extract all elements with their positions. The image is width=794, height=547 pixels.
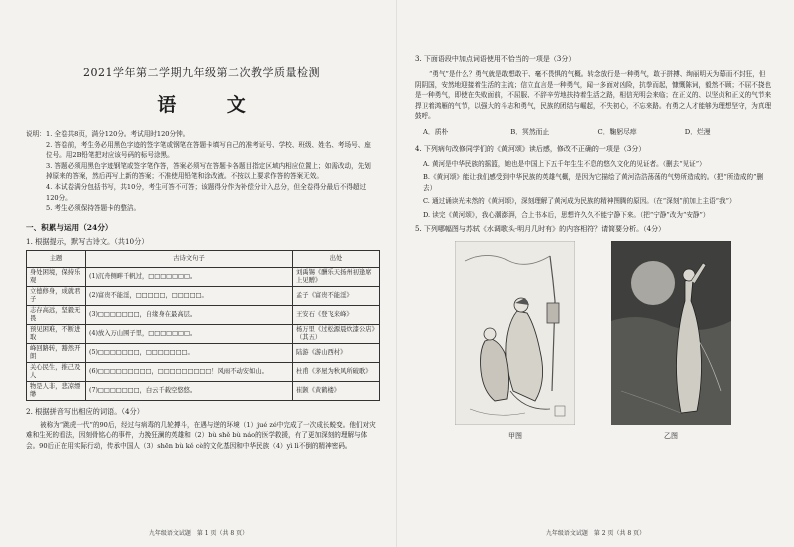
table-row [27, 381, 380, 400]
table-row [27, 343, 380, 362]
source-cell: 孟子《富贵不能淫》 [293, 286, 380, 305]
source-cell: 杜甫《茅屋为秋风所破歌》 [293, 362, 380, 381]
instruction-item: 2. 答卷前，考生务必用黑色字迹的签字笔或钢笔在答题卡填写自己的准考证号、学校、班级、姓名、考场号、座位号。用2B铅笔把对应该号码的标号涂黑。 [46, 140, 371, 160]
theme-cell: 预见困难，不断进取 [27, 324, 86, 343]
line-cell: (2)富贵不能淫，□□□□□，□□□□□。 [86, 286, 293, 305]
option-d: D．烂漫 [684, 127, 711, 136]
question-3-options [423, 126, 772, 136]
question-2-prompt: 2. 根据拼音写出相应的词语。（4分） [26, 406, 144, 416]
option-c: C. 通过诵读光未然的《黄河颂》，深刻理解了黄河成为民族的精神图腾的原因。（在“深刻”前加上主语“我”） [423, 197, 736, 206]
table-row [27, 267, 380, 286]
table-row [27, 324, 380, 343]
exam-instructions [26, 129, 377, 214]
table-row [27, 362, 380, 381]
line-cell: (7)□□□□□□□，白云千载空悠悠。 [86, 381, 293, 400]
table-header-source: 出处 [293, 250, 380, 267]
figure-b-caption: 乙图 [664, 432, 678, 440]
option-c: C．鞠躬尽瘁 [597, 127, 637, 136]
page-footer: 九年级语文试题 第 1 页（共 8 页） [148, 530, 249, 537]
source-cell: 刘禹锡《酬乐天扬州初逢席上见赠》 [293, 267, 380, 286]
source-cell: 陆游《游山西村》 [293, 343, 380, 362]
question-3-prompt: 3. 下面语段中加点词语使用不恰当的一项是（3分） [415, 55, 576, 63]
question-3-passage: “勇气”是什么？勇气就是敢想敢干、毫不畏惧的气概。转念放行是一种勇气，敢于拼搏、绚丽明天为幕而不封狂，但阴阴国，安然地迎接着生活的主流；信立直言是一种勇气，闻一多面对凶险，抗拳而起，慷慨陈词，毅然不顾；不屈不挠也是一种勇气，即使在失败面前，不屈服、不辞辛劳地扶持着生活之路，相信光明会来临；在正义的、以坚贞和正义的气节来捍卫着鸿雁的气节，以强大的斗志和勇气，民族的团结与崛起，不失初心，不忘来路。有勇之人才能够为理想坚守，为真理鼓呼。 [415, 70, 772, 121]
question-1-prompt: 1. 根据提示，默写古诗文。（共10分） [26, 236, 149, 246]
theme-cell: 身处困境，保持乐观 [27, 267, 86, 286]
option-a: A. 黄河是中华民族的摇篮，她也是中国上下五千年生生不息的悠久文化的见证者。（删去“见证”） [423, 159, 706, 168]
source-cell: 王安石《登飞来峰》 [293, 305, 380, 324]
figure-b-illustration [611, 241, 731, 425]
question-5-prompt: 5. 下列哪幅图与苏轼《水调歌头·明月几时有》的内容相符？请简要分析。（4分） [415, 225, 666, 233]
line-cell: (6)□□□□□□□□□，□□□□□□□□□！风雨不动安如山。 [86, 362, 293, 381]
section-heading: 一、积累与运用（24分） [26, 222, 113, 232]
theme-cell: 关心民生，推己及人 [27, 362, 86, 381]
question-2-passage: 被称为“跳虎一代”的90后，经过与病毒的几轮搏斗，在遇与逆的环境（1）jué zé中完成了一次成长蜕变。他们对灾难和生死的看法，因刻骨铭心的事件，力挽狂澜的英雄和（2）bù shě bù náo的医学救援，有了更加深刻的理解与体会。90后正在用实际行动，传承中国人（3）shēn bù kě cè的文化基因和中华民族（4）yì lì不倒的精神密码。 [26, 420, 376, 450]
option-d: D. 读完《黄河颂》，我心潮澎湃，合上书本后，思想许久久不能宁静下来。（把“宁静”改为“安静”） [423, 210, 710, 219]
page-footer: 九年级语文试题 第 2 页（共 8 页） [545, 530, 646, 537]
source-cell: 杨万里《过松源晨炊漆公店》（其五） [293, 324, 380, 343]
option-a: A．质朴 [423, 127, 449, 136]
exam-title: 2021学年第二学期九年级第二次教学质量检测 [83, 66, 320, 79]
table-row [27, 305, 380, 324]
instruction-item: 1. 全卷共8页，满分120分。考试用时120分钟。 [46, 130, 190, 138]
source-cell: 崔颢《黄鹤楼》 [293, 381, 380, 400]
question-4-prompt: 4. 下列病句改修同学们的《黄河颂》读后感，修改不正确的一项是（3分） [415, 144, 646, 153]
line-cell: (1)沉舟侧畔千帆过，□□□□□□□。 [86, 267, 293, 286]
theme-cell: 志存高远，坚毅无畏 [27, 305, 86, 324]
option-b: B.《黄河颂》能让我们感受到中华民族的英雄气概，是因为它描绘了黄河浩浩荡荡的气势所造成的。（把“所造成的”删去） [423, 173, 764, 192]
table-row [27, 286, 380, 305]
line-cell: (4)放入万山围子里，□□□□□□□。 [86, 324, 293, 343]
theme-cell: 立德修身，成就君子 [27, 286, 86, 305]
table-header-lines: 古诗文句子 [86, 250, 293, 267]
line-cell: (5)□□□□□□□，□□□□□□□。 [86, 343, 293, 362]
option-b: B．冥然而止 [510, 127, 550, 136]
instructions-label: 说明： [26, 130, 46, 138]
instruction-item: 5. 考生必须保持答题卡的整洁。 [46, 204, 141, 213]
subject-title: 语 文 [157, 94, 268, 116]
exam-page-2 [397, 0, 794, 547]
figure-a-caption: 甲图 [508, 432, 522, 440]
figure-a-illustration [455, 241, 575, 425]
table-header-theme: 主题 [27, 250, 86, 267]
instruction-item: 4. 本试卷满分包括书写，共10分，考生可答不可答；该题得分作为补偿分计入总分，但全卷得分最后不得超过120分。 [46, 182, 367, 202]
question-5-figures [415, 241, 772, 441]
instruction-item: 3. 答题必须用黑色字迹钢笔或签字笔作答，答案必须写在答题卡各题目指定区域内相应位置上；如需改动，先划掉原来的答案，然后再写上新的答案；不准使用铅笔和涂改液。不按以上要求作答的答案无效。 [46, 161, 371, 181]
poem-recitation-table [26, 250, 380, 401]
theme-cell: 峰回路转，豁然开朗 [27, 343, 86, 362]
line-cell: (3)□□□□□□□，自缘身在最高层。 [86, 305, 293, 324]
theme-cell: 物是人非，悲凉缥缈 [27, 381, 86, 400]
